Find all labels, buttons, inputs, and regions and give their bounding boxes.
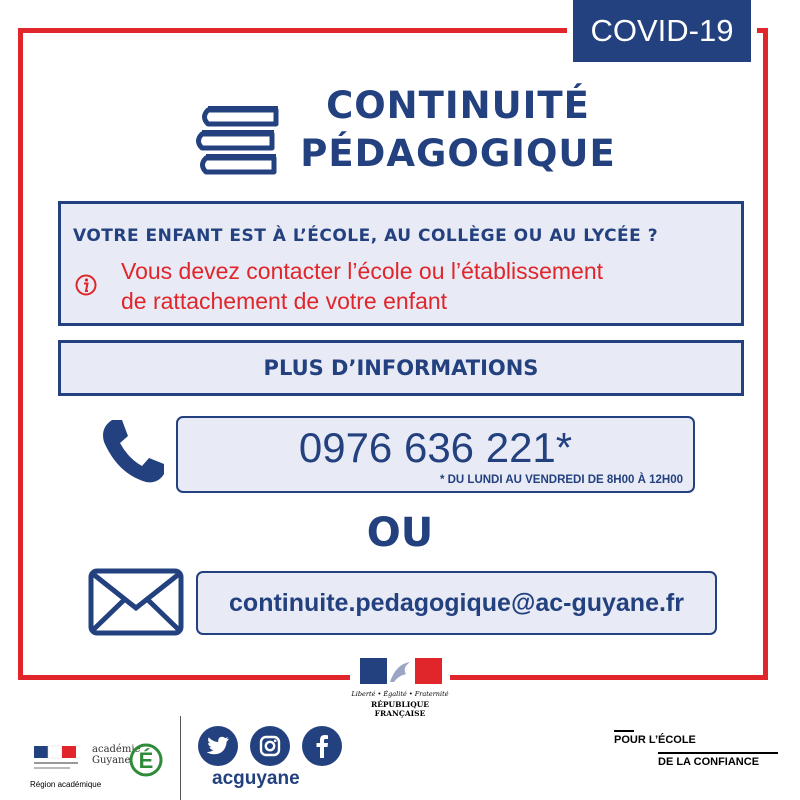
slogan-line-2: DE LA CONFIANCE bbox=[658, 756, 760, 768]
notice-message-line-1: Vous devez contacter l’école ou l’établissement bbox=[121, 258, 604, 284]
or-label: OU bbox=[366, 510, 434, 556]
academie-e-icon bbox=[126, 738, 166, 778]
social-handle[interactable]: acguyane bbox=[212, 768, 300, 789]
covid-badge: COVID-19 bbox=[573, 0, 751, 62]
slogan-logo bbox=[614, 730, 784, 780]
phone-hours: * DU LUNDI AU VENDREDI DE 8H00 À 12H00 bbox=[439, 474, 683, 486]
notice-message bbox=[121, 256, 721, 316]
academie-letter: É bbox=[138, 748, 154, 773]
academie-text: académie Guyane bbox=[92, 744, 141, 766]
info-icon bbox=[75, 274, 97, 296]
email-link[interactable]: continuite.pedagogique@ac-guyane.fr bbox=[196, 571, 717, 635]
books-icon bbox=[196, 98, 286, 178]
phone-icon bbox=[98, 416, 168, 486]
social-links bbox=[198, 726, 342, 766]
notice-message-line-2: de rattachement de votre enfant bbox=[121, 288, 448, 314]
phone-number[interactable]: 0976 636 221* bbox=[298, 424, 573, 471]
marianne-motto: Liberté • Égalité • Fraternité bbox=[351, 690, 449, 698]
instagram-icon[interactable] bbox=[250, 726, 290, 766]
facebook-icon[interactable] bbox=[302, 726, 342, 766]
title-line-2: PÉDAGOGIQUE bbox=[300, 132, 616, 175]
title-line-1: CONTINUITÉ bbox=[326, 84, 590, 127]
slogan-line-1: POUR L’ÉCOLE bbox=[614, 734, 696, 746]
notice-box bbox=[58, 201, 744, 326]
slogan-bar-1 bbox=[614, 730, 634, 732]
phone-box[interactable] bbox=[176, 416, 695, 493]
region-flag-icon bbox=[30, 744, 90, 774]
slogan-bar-2 bbox=[658, 752, 778, 754]
footer-divider bbox=[180, 716, 181, 800]
more-info-banner: PLUS D’INFORMATIONS bbox=[58, 340, 744, 396]
marianne-logo bbox=[350, 652, 450, 718]
academie-logo bbox=[92, 738, 172, 778]
marianne-flag-icon bbox=[360, 658, 442, 684]
page-title bbox=[288, 82, 628, 178]
mail-icon bbox=[88, 568, 184, 636]
marianne-name: RÉPUBLIQUE FRANÇAISE bbox=[370, 700, 430, 718]
twitter-icon[interactable] bbox=[198, 726, 238, 766]
region-label: Région académique bbox=[30, 780, 102, 789]
notice-question: VOTRE ENFANT EST À L’ÉCOLE, AU COLLÈGE OU AU LYCÉE ? bbox=[73, 226, 659, 246]
